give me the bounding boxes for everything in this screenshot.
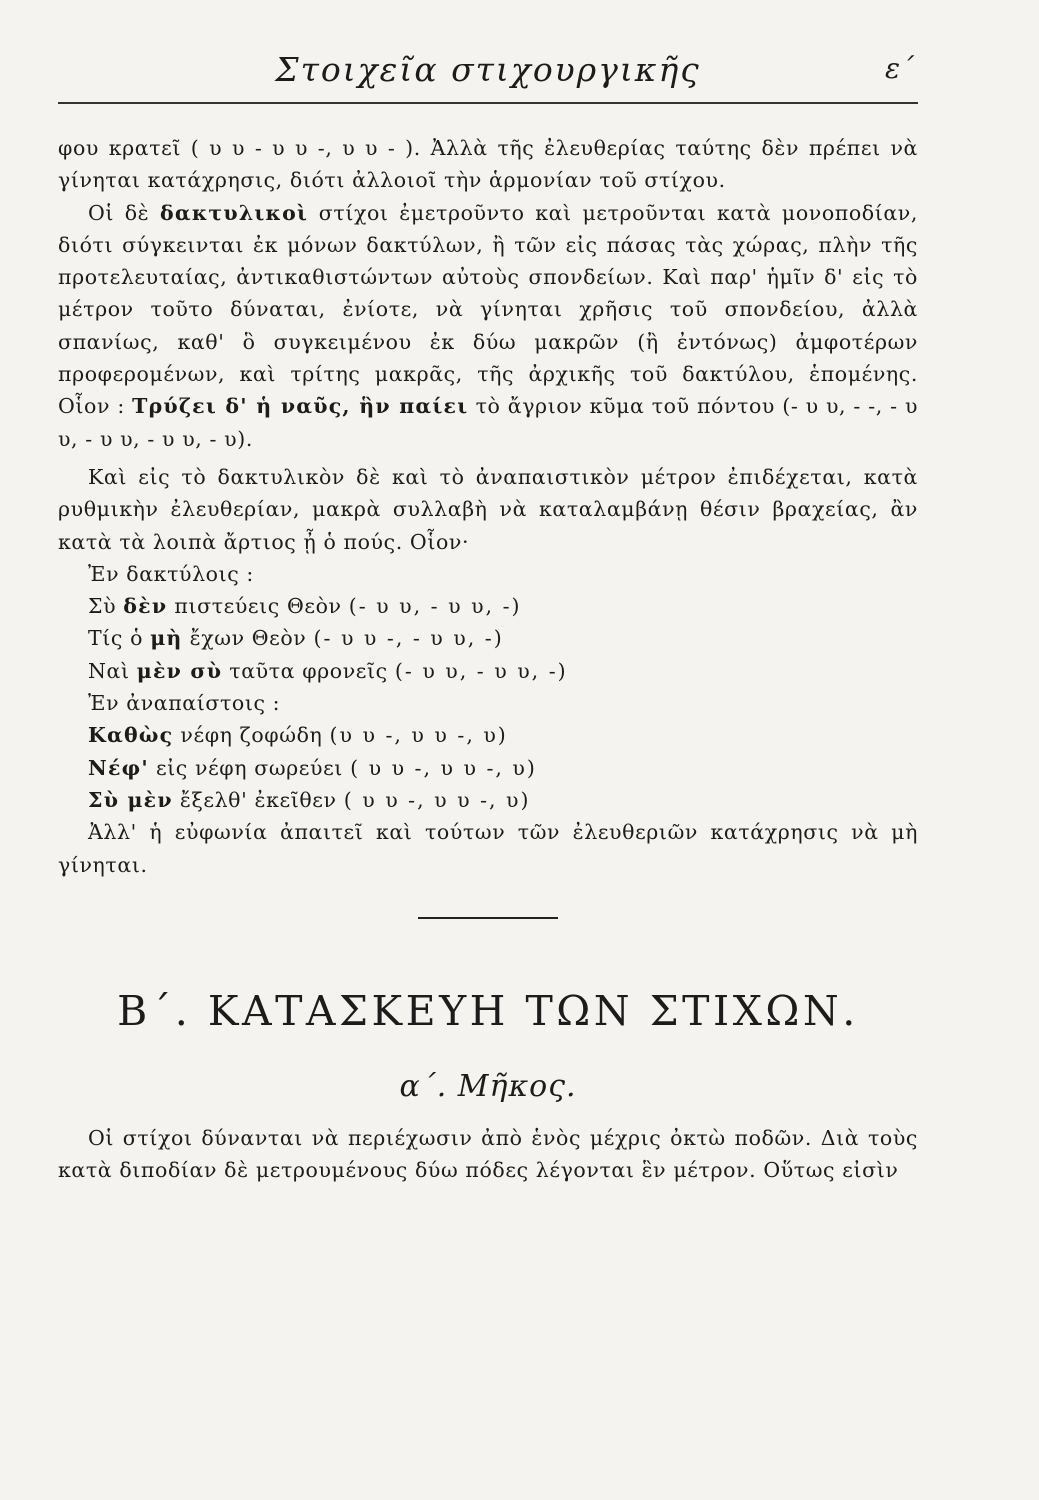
- example-line: [58, 590, 918, 622]
- dactylic-term: δακτυλικοὶ: [160, 200, 309, 225]
- example-text: Τίς ὁ: [88, 626, 144, 651]
- metre-notation: ( υ υ -, υ υ -, υ): [343, 787, 531, 812]
- page-number: ε΄: [884, 52, 914, 85]
- example-line: [58, 784, 918, 816]
- body-text: [58, 132, 918, 881]
- example-line: [58, 622, 918, 654]
- example-bold: μὲν σὺ: [136, 658, 223, 683]
- header-rule: [58, 102, 918, 104]
- running-title: Στοιχεῖα στιχουργικῆς: [275, 50, 701, 89]
- example-bold: Νέφ': [88, 755, 149, 780]
- example-text: Σὺ: [88, 594, 117, 619]
- paragraph-dactylic: [58, 197, 918, 455]
- example-text: ταῦτα φρονεῖς: [229, 658, 388, 683]
- closing-paragraph: Ἀλλ' ἡ εὐφωνία ἀπαιτεῖ καὶ τούτων τῶν ἐλευθεριῶν κατάχρησις νὰ μὴ γίνηται.: [58, 820, 918, 877]
- dactylic-lead: Οἱ δὲ: [88, 200, 150, 225]
- dactylic-example-bold: Τρύζει δ' ἡ ναῦς, ἣν παίει: [132, 394, 469, 419]
- example-text: πιστεύεις Θεὸν: [174, 594, 342, 619]
- dactyl-examples-heading: Ἐν δακτύλοις :: [88, 561, 254, 586]
- example-bold: Καθὼς: [88, 723, 174, 748]
- example-text: εἰς νέφη σωρεύει: [155, 755, 343, 780]
- example-text: νέφη ζοφώδη: [180, 723, 323, 748]
- section-divider: [418, 917, 558, 919]
- metre-notation: (υ υ -, υ υ -, υ): [329, 723, 508, 748]
- paragraph-continuation: φου κρατεῖ ( υ υ - υ υ -, υ υ - ). Ἀλλὰ τῆς ἐλευθερίας ταύτης δὲν πρέπει νὰ γίνηται κατάχρησις, διότι ἀλλοιοῖ τὴν ἁρμονίαν τοῦ στίχου.: [58, 136, 918, 193]
- metre-notation: (- υ υ, - υ υ, -): [394, 658, 568, 683]
- metre-notation: (- υ υ -, - υ υ, -): [313, 626, 504, 651]
- subsection-title: α΄. Μῆκος.: [399, 1068, 577, 1104]
- dactylic-example-rest: τὸ ἄγριον κῦμα τοῦ πόντου (- υ υ, - -, - υ υ, - υ υ, - υ υ, - υ).: [58, 394, 919, 451]
- metre-notation: ( υ υ -, υ υ -, υ): [350, 755, 537, 780]
- paragraph-anapaest: Καὶ εἰς τὸ δακτυλικὸν δὲ καὶ τὸ ἀναπαιστικὸν μέτρον ἐπιδέχεται, κατὰ ρυθμικὴν ἐλευθερίαν, μακρὰ συλλαβὴ νὰ καταλαμβάνῃ θέσιν βραχείας, ἂν κατὰ τὰ λοιπὰ ἄρτιος ᾖ ὁ πούς. Οἷον·: [58, 464, 918, 554]
- section-title: Β΄. ΚΑΤΑΣΚΕΥΗ ΤΩΝ ΣΤΙΧΩΝ.: [117, 986, 859, 1035]
- section-body: [58, 1122, 918, 1187]
- example-line: [58, 655, 918, 687]
- example-bold: μὴ: [150, 626, 183, 651]
- dactylic-text: στίχοι ἐμετροῦντο καὶ μετροῦνται κατὰ μονοποδίαν, διότι σύγκεινται ἐκ μόνων δακτύλων, ἢ τῶν εἰς πάσας τὰς χώρας, πλὴν τῆς προτελευταίας, ἀντικαθιστώντων αὐτοὺς σπονδείων. Καὶ παρ' ἡμῖν δ' εἰς τὸ μέτρον τοῦτο δύναται, ἐνίοτε, νὰ γίνηται χρῆσις τοῦ σπονδείου, ἀλλὰ σπανίως, καθ' ὃ συγκειμένου ἐκ δύω μακρῶν (ἢ ἐντόνως) ἀμφοτέρων προφερομένων, καὶ τρίτης μακρᾶς, τῆς ἀρχικῆς τοῦ δακτύλου, ἑπομένης. Οἷον :: [58, 200, 918, 419]
- anapaest-examples-heading: Ἐν ἀναπαίστοις :: [88, 691, 281, 716]
- example-line: [58, 752, 918, 784]
- example-text: ἔξελθ' ἐκεῖθεν: [179, 787, 337, 812]
- example-line: [58, 719, 918, 751]
- running-head: [58, 40, 918, 100]
- section-paragraph: Οἱ στίχοι δύνανται νὰ περιέχωσιν ἀπὸ ἑνὸς μέχρις ὀκτὼ ποδῶν. Διὰ τοὺς κατὰ διποδίαν δὲ μετρουμένους δύω πόδες λέγονται ἓν μέτρον. Οὕτως εἰσὶν: [58, 1125, 918, 1183]
- example-text: ἔχων Θεὸν: [189, 626, 307, 651]
- book-page: [58, 40, 918, 1186]
- example-bold: δὲν: [123, 594, 168, 619]
- example-text: Ναὶ: [88, 658, 130, 683]
- example-bold: Σὺ μὲν: [88, 787, 173, 812]
- metre-notation: (- υ υ, - υ υ, -): [348, 594, 522, 619]
